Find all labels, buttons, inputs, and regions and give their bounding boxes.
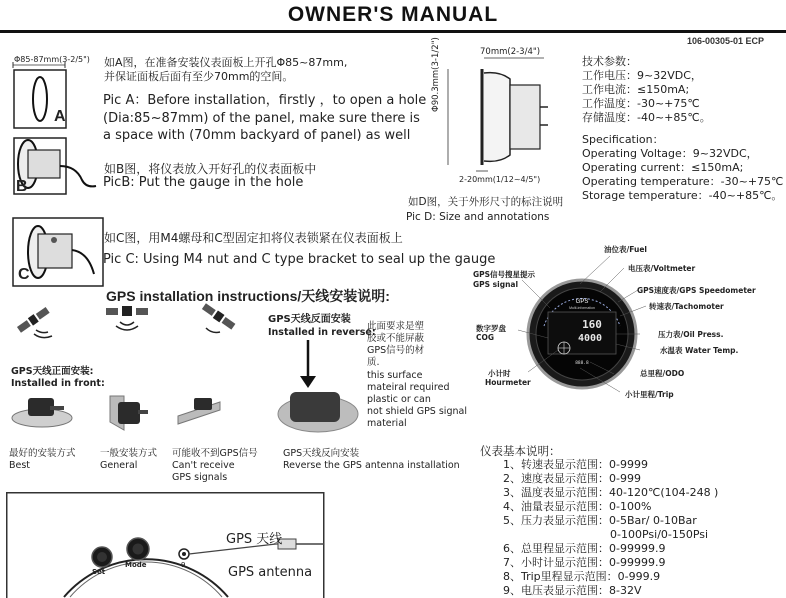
step-a-en-1: Pic A：Before installation，firstly ，to open a hole xyxy=(103,93,427,108)
step-a-en-3: a space with (70mm backyard of panel) as well xyxy=(103,128,411,143)
display-range-item: 1、转速表显示范围：0-9999 xyxy=(503,458,648,471)
label-cog-cn: 数字罗盘 xyxy=(476,324,506,333)
display-range-title: 仪表基本说明： xyxy=(480,444,561,458)
label-gps-signal-en: GPS signal xyxy=(473,280,519,289)
pic-a-letter: A xyxy=(54,108,66,125)
gauge-face-diagram xyxy=(520,278,660,398)
spec-en-row-1: Operating Voltage：9~32VDC， xyxy=(582,147,758,160)
set-button-label: Set xyxy=(92,568,106,576)
gauge-odo-reading: 888.8 xyxy=(575,361,589,366)
caption-general-en: General xyxy=(100,460,138,471)
pic-d-illustration xyxy=(440,55,550,175)
tech-cn-row-3: 工作温度：-30~+75℃ xyxy=(582,97,700,110)
step-a-en-2: (Dia:85~87mm) of the panel, make sure there is xyxy=(103,111,420,126)
surface-note-en-2: mateiral required xyxy=(367,382,450,393)
label-hourmeter-cn: 小计时 xyxy=(488,369,511,378)
label-gps-speedometer: GPS速度表/GPS Speedometer xyxy=(637,286,756,295)
caption-general-cn: 一般安装方式 xyxy=(100,448,158,459)
antenna-general-illustration xyxy=(104,392,154,432)
tech-cn-title: 技术参数： xyxy=(582,55,637,68)
front-install-cn: GPS天线正面安装: xyxy=(11,366,94,377)
surface-note-cn-2: 胶或不能屏蔽 xyxy=(367,333,425,344)
antenna-cant-receive-illustration xyxy=(176,394,222,426)
gauge-speed-reading: 160 xyxy=(582,318,602,331)
tech-cn-row-4: 存储温度：-40~+85℃。 xyxy=(582,111,711,124)
hole-diameter-label: Φ85-87mm(3-2/5") xyxy=(14,55,90,64)
display-range-item: 3、温度表显示范围：40-120℃(104-248 ) xyxy=(503,486,719,499)
thickness-dimension-label: 2-20mm(1/12~4/5") xyxy=(459,175,541,184)
label-cog-en: COG xyxy=(476,333,495,342)
step-b-cn: 如B图，将仪表放入开好孔的仪表面板中 xyxy=(104,162,317,176)
display-range-item: 0-100Psi/0-150Psi xyxy=(610,528,709,541)
spec-en-row-4: Storage temperature：-40~+85℃。 xyxy=(582,189,783,202)
display-range-item: 4、油量表显示范围：0-100% xyxy=(503,500,652,513)
spec-en-row-3: Operating temperature：-30~+75℃ xyxy=(582,175,784,188)
depth-dimension-label: 70mm(2-3/4") xyxy=(480,47,541,57)
surface-note-en-4: not shield GPS signal xyxy=(367,406,467,417)
step-a-cn-1: 如A图，在准备安装仪表面板上开孔Φ85~87mm, xyxy=(104,56,348,69)
manual-title: OWNER'S MANUAL xyxy=(287,3,499,26)
header-rule xyxy=(0,30,786,33)
tech-cn-row-1: 工作电压：9~32VDC， xyxy=(582,69,702,82)
label-water-temp: 水温表 Water Temp. xyxy=(660,346,739,355)
label-oil-press: 压力表/Oil Press. xyxy=(658,330,724,339)
antenna-best-illustration xyxy=(10,392,72,428)
pic-b-letter: B xyxy=(16,178,28,195)
surface-note-en-3: plastic or can xyxy=(367,394,431,405)
gauge-screen-subtitle: Multi-information xyxy=(569,306,595,310)
reverse-install-en: Installed in reverse: xyxy=(268,327,376,338)
reverse-install-illustration xyxy=(276,340,366,440)
front-install-en: Installed in front: xyxy=(11,378,105,389)
display-range-item: 8、Trip里程显示范围：0-999.9 xyxy=(503,570,661,583)
caption-cant-receive-en-2: GPS signals xyxy=(172,472,228,483)
pin-number-label: 9 xyxy=(181,561,186,569)
gauge-rpm-reading: 4000 xyxy=(577,333,603,344)
display-range-item: 5、压力表显示范围：0-5Bar/ 0-10Bar xyxy=(503,514,697,527)
satellite-icon xyxy=(104,304,152,332)
surface-note-en-1: this surface xyxy=(367,370,423,381)
surface-note-en-5: material xyxy=(367,418,407,429)
mode-button-label: Mode xyxy=(125,561,147,569)
reverse-install-cn: GPS天线反面安装 xyxy=(268,314,351,325)
step-c-cn: 如C图，用M4螺母和C型固定扣将仪表锁紧在仪表面板上 xyxy=(104,231,403,245)
spec-en-title: Specification： xyxy=(582,133,664,146)
diameter-dimension-label: Φ90.3mm(3-1/2") xyxy=(431,37,441,112)
label-gps-signal-cn: GPS信号搜星提示 xyxy=(473,270,536,279)
gps-antenna-en: GPS antenna xyxy=(228,565,313,580)
display-range-item: 7、小时计显示范围：0-99999.9 xyxy=(503,556,666,569)
caption-reverse-en: Reverse the GPS antenna installation xyxy=(283,460,460,471)
label-trip: 小计里程/Trip xyxy=(625,390,674,399)
tech-cn-row-2: 工作电流：≤150mA; xyxy=(582,83,690,96)
step-d-cn: 如D图，关于外形尺寸的标注说明 xyxy=(408,196,564,208)
label-fuel: 油位表/Fuel xyxy=(604,245,647,254)
gps-antenna-cn: GPS 天线 xyxy=(226,532,283,547)
label-tachometer: 转速表/Tachomoter xyxy=(649,302,724,311)
step-c-en: Pic C: Using M4 nut and C type bracket to seal up the gauge xyxy=(103,252,496,267)
surface-note-cn-1: 此面要求是塑 xyxy=(367,321,425,332)
gps-heading: GPS installation instructions/天线安装说明: xyxy=(106,288,390,304)
document-code: 106-00305-01 ECP xyxy=(686,36,764,46)
caption-cant-receive-cn: 可能收不到GPS信号 xyxy=(172,448,258,459)
display-range-item: 9、电压表显示范围：8-32V xyxy=(503,584,642,597)
caption-cant-receive-en-1: Can't receive xyxy=(172,460,235,471)
caption-reverse-cn: GPS天线反向安装 xyxy=(283,448,360,459)
display-range-item: 2、速度表显示范围：0-999 xyxy=(503,472,641,485)
surface-note-cn-3: GPS信号的材 xyxy=(367,345,425,356)
pic-c-letter: C xyxy=(18,266,30,283)
step-a-cn-2: 并保证面板后面有至少70mm的空间。 xyxy=(104,70,294,83)
caption-best-cn: 最好的安装方式 xyxy=(9,448,76,459)
caption-best-en: Best xyxy=(9,460,31,471)
label-hourmeter-en: Hourmeter xyxy=(485,378,531,387)
satellite-icon xyxy=(14,306,54,340)
step-d-en: Pic D: Size and annotations xyxy=(406,211,550,223)
spec-en-row-2: Operating current：≤150mA; xyxy=(582,161,744,174)
satellite-icon xyxy=(198,304,242,338)
gauge-screen-title: GPS xyxy=(575,299,589,305)
display-range-item: 6、总里程显示范围：0-99999.9 xyxy=(503,542,666,555)
label-voltmeter: 电压表/Voltmeter xyxy=(628,264,696,273)
label-odo: 总里程/ODO xyxy=(640,369,685,378)
step-b-en: PicB: Put the gauge in the hole xyxy=(103,175,304,190)
surface-note-cn-4: 质. xyxy=(367,357,380,368)
